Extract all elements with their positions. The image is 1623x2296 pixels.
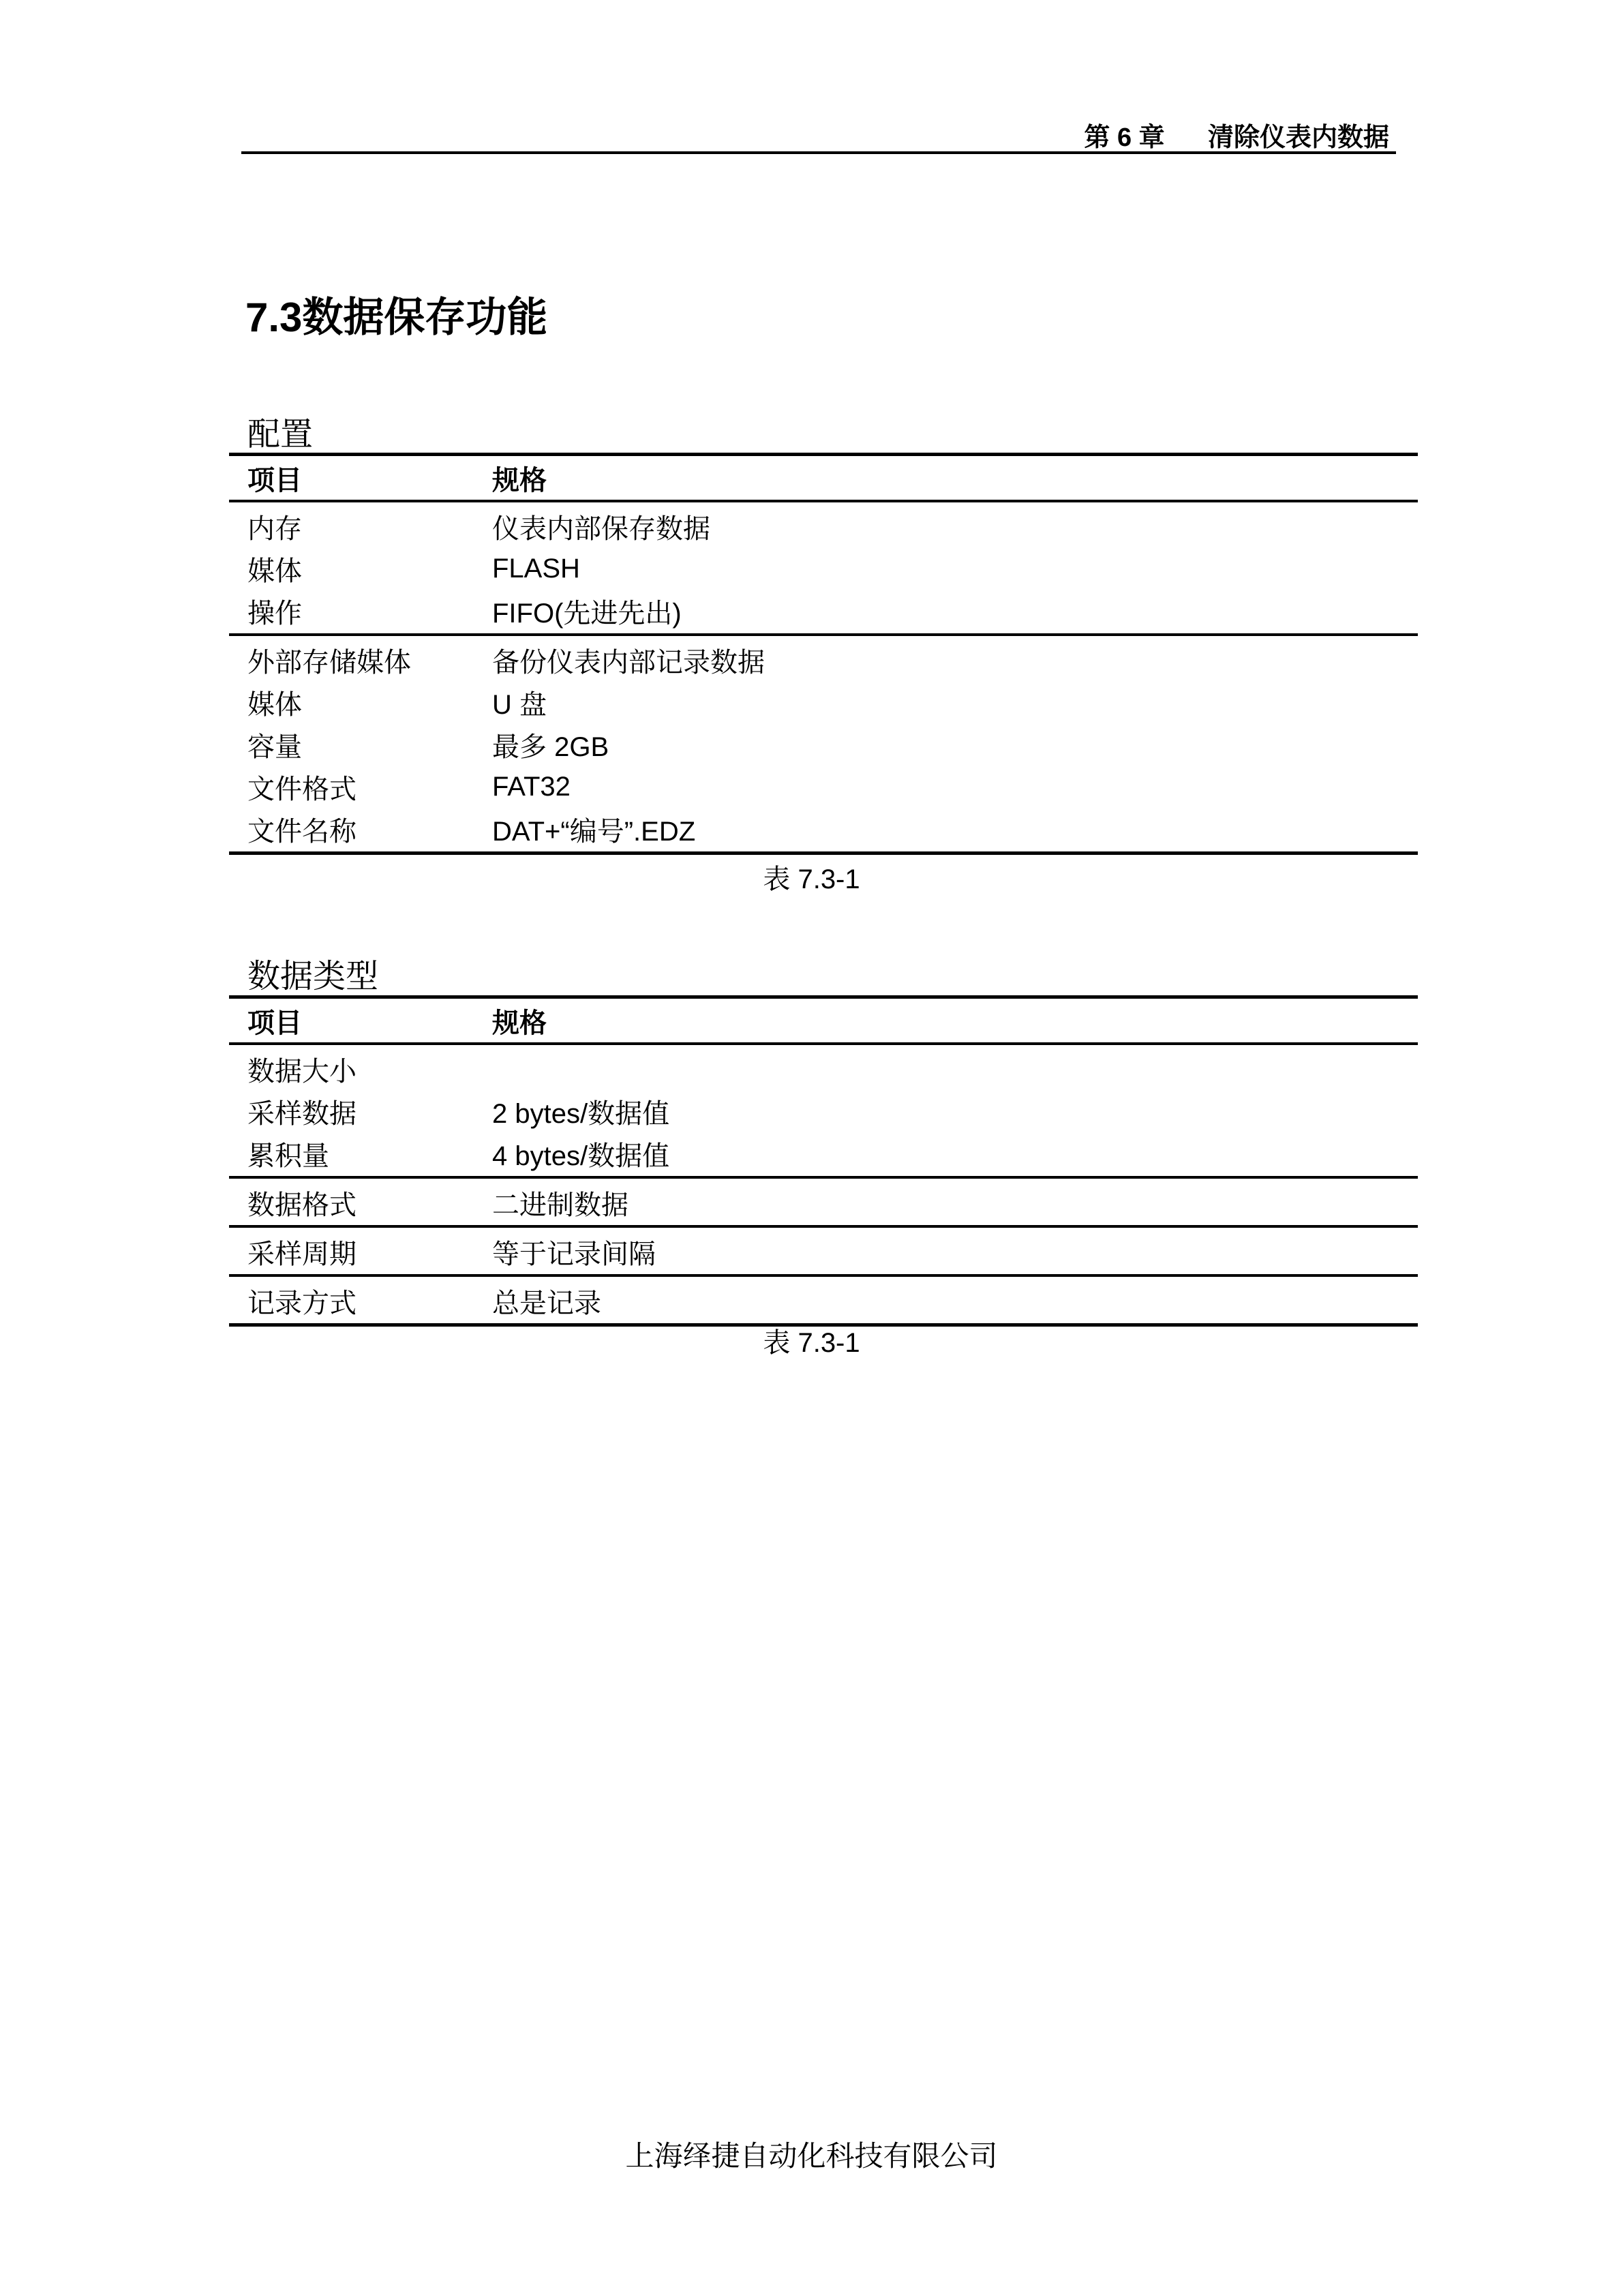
- cell-item: 数据大小: [247, 1056, 357, 1087]
- cell-item: 累积量: [247, 1141, 329, 1171]
- cell-item: 媒体: [247, 689, 302, 720]
- table-row: [229, 547, 1418, 590]
- table2-caption: 表 7.3-1: [763, 1328, 860, 1358]
- cell-item: 文件名称: [247, 816, 357, 847]
- cell-spec: 备份仪表内部记录数据: [492, 647, 765, 678]
- header-spec: 规格: [492, 465, 547, 496]
- cell-item: 数据格式: [247, 1190, 357, 1220]
- cell-item: 采样数据: [247, 1098, 357, 1129]
- cell-spec: FLASH: [492, 553, 580, 584]
- table-row: [229, 723, 1418, 766]
- table-row: [229, 766, 1418, 808]
- header-spec: 规格: [492, 1008, 547, 1038]
- table-header: [229, 999, 1418, 1045]
- config-table: [229, 453, 1418, 855]
- table-row: [229, 808, 1418, 850]
- table-row: [229, 1181, 1418, 1224]
- cell-spec: 4 bytes/数据值: [492, 1141, 670, 1171]
- header-item: 项目: [247, 1008, 302, 1038]
- table-row: [229, 1132, 1418, 1175]
- table-row: [229, 1280, 1418, 1322]
- table-row: [229, 1048, 1418, 1090]
- cell-spec: 2 bytes/数据值: [492, 1098, 670, 1129]
- row-group-period: [229, 1225, 1418, 1274]
- table-row: [229, 590, 1418, 632]
- cell-item: 容量: [247, 731, 302, 762]
- table1-title: 配置: [247, 417, 314, 453]
- header-item: 项目: [247, 465, 302, 496]
- cell-item: 采样周期: [247, 1239, 357, 1269]
- cell-spec: FAT32: [492, 771, 571, 802]
- cell-item: 媒体: [247, 556, 302, 586]
- row-group-external: [229, 633, 1418, 851]
- row-group-internal: [229, 502, 1418, 633]
- cell-spec: 仪表内部保存数据: [492, 513, 710, 544]
- cell-item: 记录方式: [247, 1288, 357, 1318]
- table-row: [229, 1230, 1418, 1273]
- table-row: [229, 1090, 1418, 1132]
- page-footer: 上海绎捷自动化科技有限公司: [625, 2140, 998, 2172]
- cell-item: 内存: [247, 513, 302, 544]
- cell-item: 操作: [247, 598, 302, 629]
- cell-spec: 最多 2GB: [492, 731, 609, 762]
- table-row: [229, 639, 1418, 681]
- cell-spec: 等于记录间隔: [492, 1239, 656, 1269]
- cell-spec: FIFO(先进先出): [492, 598, 682, 629]
- header-chapter-title: 第 6 章 清除仪表内数据: [1084, 123, 1389, 152]
- page-header: [241, 109, 1396, 154]
- cell-item: 文件格式: [247, 774, 357, 804]
- table1-caption: 表 7.3-1: [763, 864, 860, 894]
- cell-spec: U 盘: [492, 689, 547, 720]
- cell-spec: 总是记录: [492, 1288, 601, 1318]
- table-row: [229, 505, 1418, 547]
- row-group-format: [229, 1176, 1418, 1225]
- section-title: 7.3数据保存功能: [245, 294, 548, 340]
- cell-item: 外部存储媒体: [247, 647, 411, 678]
- row-group-data-size: [229, 1045, 1418, 1176]
- table2-title: 数据类型: [247, 958, 379, 995]
- table-header: [229, 456, 1418, 502]
- cell-spec: 二进制数据: [492, 1190, 628, 1220]
- data-type-table: [229, 995, 1418, 1327]
- row-group-mode: [229, 1274, 1418, 1323]
- cell-spec: DAT+“编号”.EDZ: [492, 816, 696, 847]
- table-row: [229, 681, 1418, 723]
